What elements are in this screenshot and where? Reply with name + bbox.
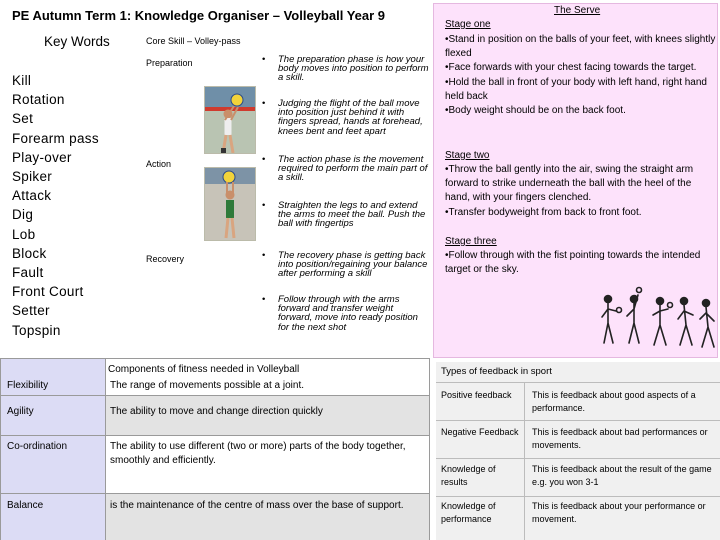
fitness-desc: The ability to use different (two or more) parts of the body together, smoothly and efficiently.	[110, 441, 406, 466]
fitness-name: Balance	[7, 500, 44, 511]
fitness-desc: The range of movements possible at a joint.	[110, 380, 304, 391]
feedback-desc: This is feedback about bad performances or movements.	[532, 427, 708, 450]
key-words-title: Key Words	[44, 34, 110, 49]
core-skill-title: Core Skill – Volley-pass	[146, 36, 241, 46]
feedback-title: Types of feedback in sport	[441, 366, 552, 377]
key-word: Front Court	[12, 284, 84, 300]
key-word: Set	[12, 111, 34, 127]
key-word: Forearm pass	[12, 130, 99, 146]
key-word: Rotation	[12, 92, 65, 108]
key-word: Block	[12, 245, 47, 261]
serve-title: The Serve	[554, 5, 601, 16]
stage-three-text: •Follow through with the fist pointing towards the intended target or the sky.	[445, 250, 701, 276]
volley-preparation-image	[204, 86, 256, 154]
fitness-name: Flexibility	[7, 380, 49, 391]
key-word: Play-over	[12, 149, 72, 165]
feedback-type: Knowledge of performance	[441, 501, 496, 524]
page-title: PE Autumn Term 1: Knowledge Organiser – Volleyball Year 9	[12, 8, 386, 23]
feedback-desc: This is feedback about the result of the game e.g. you won 3-1	[532, 464, 712, 487]
phase-preparation: Preparation	[146, 58, 193, 68]
key-word: Spiker	[12, 169, 53, 185]
key-words-list	[12, 71, 99, 340]
feedback-type: Positive feedback	[441, 390, 512, 400]
key-word: Setter	[12, 303, 50, 319]
key-word: Dig	[12, 207, 34, 223]
stage-two-heading: Stage two	[445, 150, 490, 161]
key-word: Topspin	[12, 322, 61, 338]
key-word: Attack	[12, 188, 52, 204]
feedback-desc: This is feedback about your performance or movement.	[532, 501, 706, 524]
volley-action-image	[204, 167, 256, 241]
fitness-desc: is the maintenance of the centre of mass over the base of support.	[110, 500, 404, 511]
feedback-type: Negative Feedback	[441, 427, 519, 437]
stage-two-text: •Throw the ball gently into the air, swing the straight arm forward to strike underneath the ball with the heel of the hand, with your fingers clenched. •Transfer bodyweight from back to front foot.	[445, 164, 694, 218]
key-word: Kill	[12, 73, 32, 88]
key-word: Lob	[12, 226, 36, 242]
stage-three-heading: Stage three	[445, 236, 497, 247]
feedback-type: Knowledge of results	[441, 464, 496, 487]
fitness-title: Components of fitness needed in Volleyball	[108, 364, 300, 375]
stage-one-heading: Stage one	[445, 19, 491, 30]
fitness-desc: The ability to move and change direction quickly	[110, 406, 323, 417]
phase-action: Action	[146, 159, 172, 169]
stage-one-text: •Stand in position on the balls of your feet, with knees slightly flexed •Face forwards with your chest facing towards the target. •Hold the ball in front of your body with left hand, right hand held back •Body weight should be on the back foot.	[445, 34, 716, 117]
key-word: Fault	[12, 265, 44, 281]
serve-sequence-illustration	[598, 285, 718, 355]
fitness-name: Co-ordination	[7, 441, 68, 452]
fitness-name: Agility	[7, 406, 34, 417]
phase-recovery: Recovery	[146, 254, 185, 264]
feedback-desc: This is feedback about good aspects of a performance.	[532, 390, 696, 413]
